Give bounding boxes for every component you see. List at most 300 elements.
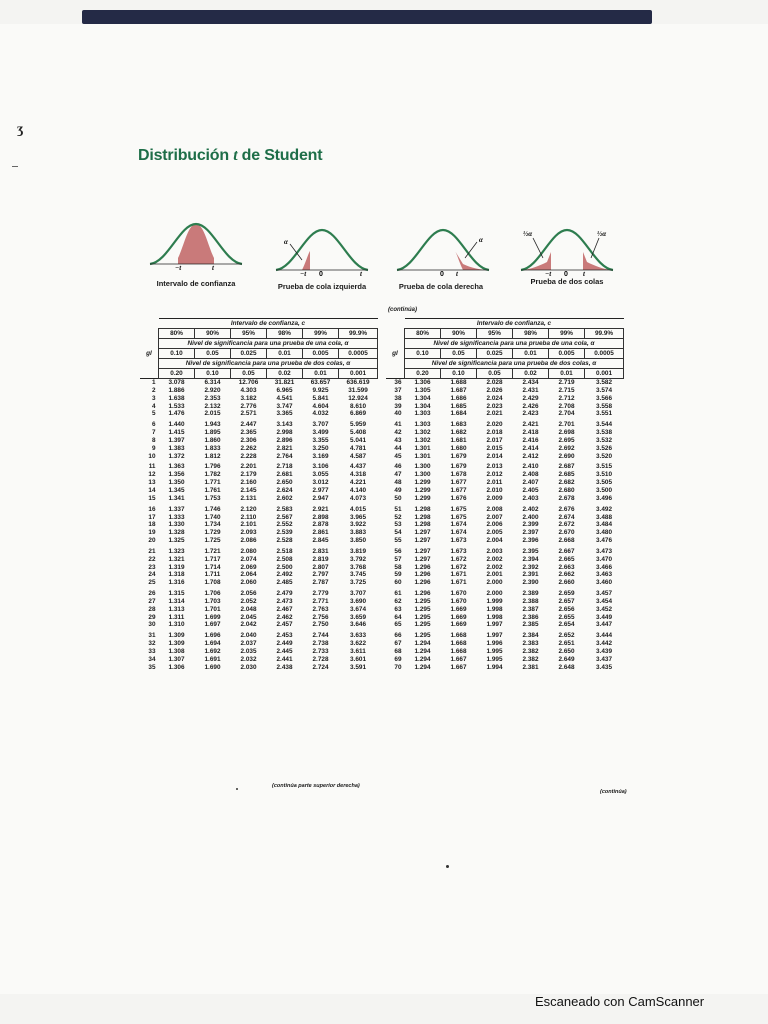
header-cell: 0.01 — [549, 369, 585, 379]
value-cell: 6.314 — [195, 379, 231, 387]
df-cell: 37 — [394, 386, 402, 394]
value-cell: 1.701 — [204, 605, 221, 613]
confidence-row — [386, 329, 624, 339]
value-cell: 2.861 — [312, 529, 329, 537]
value-cell: 2.657 — [558, 597, 575, 605]
value-cell: 12.706 — [231, 379, 267, 387]
value-cell: 1.321 — [168, 555, 185, 563]
value-cell: 1.337 — [168, 505, 185, 513]
value-cell: 1.296 — [414, 590, 431, 598]
header-cell: 0.001 — [339, 369, 378, 379]
value-cell: 1.995 — [486, 655, 503, 663]
value-cell: 3.250 — [312, 444, 329, 452]
table-row — [386, 640, 624, 648]
df-cell: 43 — [394, 436, 402, 444]
value-cell: 1.309 — [168, 640, 185, 648]
value-cell: 6.869 — [350, 410, 366, 418]
value-cell: 2.977 — [312, 486, 329, 494]
value-cell: 2.132 — [204, 402, 221, 410]
df-cell: 23 — [148, 563, 156, 571]
value-cell: 1.313 — [168, 605, 185, 613]
df-cell: 64 — [394, 613, 402, 621]
value-cell: 3.532 — [596, 436, 612, 444]
value-cell: 5.041 — [350, 436, 366, 444]
value-cell: 1.994 — [486, 663, 503, 671]
value-cell: 2.396 — [522, 537, 539, 545]
df-cell: 30 — [148, 621, 156, 629]
value-cell: 2.733 — [312, 648, 329, 655]
value-cell: 3.169 — [312, 452, 329, 460]
value-cell: 1.296 — [414, 571, 431, 579]
value-cell: 2.567 — [276, 513, 293, 521]
df-cell: 69 — [394, 655, 402, 663]
header-cell: 90% — [441, 329, 477, 339]
df-cell: 31 — [148, 632, 156, 640]
table-row — [140, 548, 378, 556]
df-cell: 67 — [394, 640, 402, 648]
header-cell: 0.10 — [195, 369, 231, 379]
value-cell: 1.672 — [450, 563, 467, 571]
value-cell: 1.350 — [168, 479, 185, 487]
value-cell: 2.048 — [240, 605, 257, 613]
value-cell: 1.761 — [204, 486, 221, 494]
value-cell: 2.045 — [240, 613, 257, 621]
header-cell: 0.01 — [513, 349, 549, 359]
value-cell: 1.675 — [450, 505, 467, 513]
value-cell: 2.682 — [558, 479, 575, 487]
df-cell: 52 — [394, 513, 402, 521]
value-cell: 1.296 — [414, 579, 431, 587]
value-cell: 6.965 — [276, 386, 293, 394]
value-cell: 2.018 — [486, 429, 503, 437]
table-row — [140, 529, 378, 537]
value-cell: 1.303 — [414, 421, 431, 429]
value-cell: 3.492 — [596, 505, 612, 513]
value-cell: 2.040 — [240, 632, 257, 640]
value-cell: 2.403 — [522, 494, 539, 502]
two-tail-title: Nivel de significancia para una prueba de dos colas, α — [405, 359, 624, 369]
value-cell: 2.410 — [522, 463, 539, 471]
curve-label: t — [360, 270, 362, 276]
value-cell: 2.787 — [312, 579, 329, 587]
table-row — [140, 410, 378, 418]
value-cell: 2.453 — [276, 632, 293, 640]
value-cell: 2.110 — [240, 513, 257, 521]
value-cell: 2.667 — [558, 547, 575, 555]
value-cell: 1.706 — [204, 590, 221, 598]
value-cell: 1.740 — [204, 513, 221, 521]
value-cell: 1.679 — [450, 463, 467, 471]
value-cell: 2.060 — [240, 579, 257, 587]
interval-title-row — [386, 319, 624, 329]
value-cell: 1.311 — [168, 613, 185, 621]
page-title: Distribución t de Student — [138, 147, 323, 164]
df-cell: 47 — [394, 471, 402, 479]
value-cell: 1.668 — [450, 632, 467, 640]
value-cell: 2.000 — [486, 590, 503, 598]
table-row — [140, 614, 378, 622]
value-cell: 1.670 — [450, 597, 467, 605]
value-cell: 2.656 — [558, 605, 575, 613]
value-cell: 2.056 — [240, 590, 257, 598]
value-cell: 1.684 — [450, 410, 467, 418]
value-cell: 2.391 — [522, 571, 539, 579]
value-cell: 3.520 — [596, 452, 612, 460]
value-cell: 3.510 — [596, 471, 612, 479]
df-header: gl — [146, 350, 152, 357]
right-tail-curve — [393, 218, 493, 276]
value-cell: 2.382 — [522, 655, 539, 663]
value-cell: 2.416 — [522, 436, 539, 444]
value-cell: 1.703 — [204, 597, 221, 605]
left-table-wrap — [140, 318, 378, 672]
two-tail-title-row — [140, 359, 378, 369]
table-row — [386, 506, 624, 514]
curve-label: −t — [300, 270, 307, 276]
df-cell: 29 — [148, 613, 156, 621]
value-cell: 2.429 — [522, 394, 539, 402]
df-cell: 36 — [386, 379, 405, 387]
value-cell: 2.447 — [240, 421, 257, 429]
value-cell: 2.764 — [276, 452, 293, 460]
value-cell: 1.306 — [405, 379, 441, 387]
value-cell: 2.738 — [312, 640, 329, 648]
value-cell: 2.020 — [486, 421, 503, 429]
value-cell: 3.444 — [596, 632, 612, 640]
table-row — [140, 379, 378, 387]
header-cell: 98% — [267, 329, 303, 339]
value-cell: 2.485 — [276, 579, 293, 587]
value-cell: 2.467 — [276, 605, 293, 613]
df-cell: 25 — [148, 579, 156, 587]
value-cell: 1.677 — [450, 486, 467, 494]
value-cell: 1.638 — [168, 394, 185, 402]
value-cell: 1.680 — [450, 444, 467, 452]
one-tail-title-row — [140, 339, 378, 349]
value-cell: 3.466 — [596, 563, 612, 571]
value-cell: 2.381 — [522, 663, 539, 671]
value-cell: 2.037 — [240, 640, 257, 648]
value-cell: 1.679 — [450, 452, 467, 460]
curve-caption: Prueba de cola derecha — [398, 282, 484, 291]
header-cell: 0.10 — [441, 369, 477, 379]
value-cell: 2.386 — [522, 613, 539, 621]
table-row — [140, 664, 378, 672]
value-cell: 2.449 — [276, 640, 293, 648]
value-cell: 1.315 — [168, 590, 185, 598]
header-cell: 0.0005 — [339, 349, 378, 359]
value-cell: 3.707 — [350, 590, 366, 598]
value-cell: 2.445 — [276, 648, 293, 655]
value-cell: 2.013 — [486, 463, 503, 471]
header-cell: 99.9% — [339, 329, 378, 339]
value-cell: 1.681 — [450, 436, 467, 444]
df-cell: 18 — [148, 521, 156, 529]
value-cell: 2.120 — [240, 505, 257, 513]
table-row — [386, 606, 624, 614]
value-cell: 2.201 — [240, 463, 257, 471]
table-row — [140, 453, 378, 461]
value-cell: 2.650 — [558, 648, 575, 655]
value-cell: 3.690 — [350, 597, 366, 605]
value-cell: 3.499 — [312, 429, 329, 437]
table-row — [386, 648, 624, 656]
df-cell: 63 — [394, 605, 402, 613]
header-cell: 90% — [195, 329, 231, 339]
curve-label: t — [456, 270, 458, 276]
value-cell: 2.086 — [240, 537, 257, 545]
value-cell: 2.878 — [312, 521, 329, 529]
value-cell: 2.385 — [522, 621, 539, 629]
value-cell: 1.294 — [414, 663, 431, 671]
value-cell: 1.310 — [168, 621, 185, 629]
value-cell: 4.587 — [350, 452, 366, 460]
value-cell: 1.333 — [168, 513, 185, 521]
value-cell: 2.672 — [558, 521, 575, 529]
value-cell: 1.682 — [450, 429, 467, 437]
df-cell: 26 — [148, 590, 156, 598]
value-cell: 1.301 — [414, 452, 431, 460]
value-cell: 1.714 — [204, 563, 221, 571]
value-cell: 2.002 — [486, 563, 503, 571]
value-cell: 1.696 — [204, 632, 221, 640]
header-cell: 0.05 — [195, 349, 231, 359]
header-cell: 95% — [231, 329, 267, 339]
value-cell: 5.959 — [350, 421, 366, 429]
df-cell: 3 — [151, 394, 156, 402]
value-cell: 2.692 — [558, 444, 575, 452]
value-cell: 12.924 — [348, 394, 368, 402]
value-cell: 3.883 — [350, 529, 366, 537]
value-cell: 2.654 — [558, 621, 575, 629]
value-cell: 1.697 — [204, 621, 221, 629]
df-cell: 17 — [148, 513, 156, 521]
value-cell: 3.439 — [596, 648, 612, 655]
value-cell: 2.179 — [240, 471, 257, 479]
value-cell: 2.414 — [522, 444, 539, 452]
value-cell: 2.400 — [522, 513, 539, 521]
value-cell: 1.301 — [414, 444, 431, 452]
continued-label: (continúa) — [388, 307, 417, 313]
table-row — [386, 437, 624, 445]
value-cell: 2.306 — [240, 436, 257, 444]
value-cell: 4.604 — [312, 402, 329, 410]
curve-caption: Prueba de cola izquierda — [277, 282, 367, 291]
value-cell: 2.390 — [522, 579, 539, 587]
df-cell: 21 — [148, 547, 156, 555]
table-row — [386, 495, 624, 503]
value-cell: 1.668 — [450, 648, 467, 655]
df-cell: 24 — [148, 571, 156, 579]
value-cell: 2.492 — [276, 571, 293, 579]
value-cell: 1.746 — [204, 505, 221, 513]
value-cell: 2.652 — [558, 632, 575, 640]
value-cell: 2.528 — [276, 537, 293, 545]
value-cell: 9.925 — [312, 386, 329, 394]
interval-title: Intervalo de confianza, c — [405, 319, 624, 329]
value-cell: 1.677 — [450, 479, 467, 487]
table-row — [140, 564, 378, 572]
value-cell: 2.695 — [558, 436, 575, 444]
table-row — [386, 471, 624, 479]
value-cell: 31.599 — [348, 386, 368, 394]
value-cell: 2.797 — [312, 571, 329, 579]
value-cell: 2.602 — [276, 494, 293, 502]
value-cell: 3.558 — [596, 402, 612, 410]
header-cell: 0.05 — [441, 349, 477, 359]
t-table-right — [386, 318, 624, 672]
value-cell: 3.611 — [350, 648, 366, 655]
value-cell: 3.435 — [596, 663, 612, 671]
value-cell: 2.392 — [522, 563, 539, 571]
header-cell: 80% — [159, 329, 195, 339]
value-cell: 2.685 — [558, 471, 575, 479]
t-table-left — [140, 318, 378, 672]
curve-label: −t — [545, 270, 552, 276]
value-cell: 2.718 — [276, 463, 293, 471]
value-cell: 1.669 — [450, 613, 467, 621]
value-cell: 2.160 — [240, 479, 257, 487]
value-cell: 2.807 — [312, 563, 329, 571]
df-cell: 33 — [148, 648, 156, 655]
value-cell: 1.683 — [450, 421, 467, 429]
header-cell: 0.10 — [159, 349, 195, 359]
value-cell: 3.566 — [596, 394, 612, 402]
table-row — [386, 571, 624, 579]
table-row — [386, 421, 624, 429]
value-cell: 2.518 — [276, 547, 293, 555]
table-row — [140, 445, 378, 453]
value-cell: 2.399 — [522, 521, 539, 529]
confidence-interval-curve — [146, 212, 246, 270]
left-tail-curve — [272, 218, 372, 276]
df-cell: 51 — [394, 505, 402, 513]
table-row — [140, 598, 378, 606]
value-cell: 3.355 — [312, 436, 329, 444]
value-cell: 3.449 — [596, 613, 612, 621]
value-cell: 2.441 — [276, 655, 293, 663]
value-cell: 2.659 — [558, 590, 575, 598]
df-cell: 5 — [151, 410, 156, 418]
value-cell: 3.792 — [350, 555, 366, 563]
table-row — [140, 487, 378, 495]
value-cell: 2.670 — [558, 529, 575, 537]
value-cell: 2.389 — [522, 590, 539, 598]
table-row — [140, 590, 378, 598]
value-cell: 2.690 — [558, 452, 575, 460]
df-cell: 70 — [394, 663, 402, 671]
table-row — [386, 632, 624, 640]
pen-dash — [12, 166, 18, 167]
value-cell: 1.996 — [486, 640, 503, 648]
header-cell: 99% — [549, 329, 585, 339]
value-cell: 1.300 — [414, 463, 431, 471]
table-row — [140, 429, 378, 437]
df-cell: 7 — [151, 429, 156, 437]
value-cell: 2.998 — [276, 429, 293, 437]
df-cell: 41 — [394, 421, 402, 429]
table-row — [140, 495, 378, 503]
value-cell: 2.407 — [522, 479, 539, 487]
df-cell: 22 — [148, 555, 156, 563]
two-tail-title: Nivel de significancia para una prueba de dos colas, α — [159, 359, 378, 369]
df-cell: 60 — [394, 579, 402, 587]
value-cell: 1.304 — [414, 394, 431, 402]
value-cell: 3.473 — [596, 547, 612, 555]
value-cell: 2.698 — [558, 429, 575, 437]
value-cell: 2.583 — [276, 505, 293, 513]
value-cell: 1.686 — [450, 394, 467, 402]
header-cell: 95% — [477, 329, 513, 339]
df-cell: 35 — [148, 663, 156, 671]
value-cell: 1.669 — [450, 621, 467, 629]
df-cell: 57 — [394, 555, 402, 563]
value-cell: 1.397 — [168, 436, 185, 444]
value-cell: 2.000 — [486, 579, 503, 587]
footer-right-note: (continúa) — [600, 789, 627, 795]
two-tail-row — [140, 369, 378, 379]
df-cell: 59 — [394, 571, 402, 579]
table-row — [386, 463, 624, 471]
value-cell: 3.365 — [276, 410, 293, 418]
value-cell: 2.552 — [276, 521, 293, 529]
value-cell: 1.303 — [414, 410, 431, 418]
value-cell: 1.415 — [168, 429, 185, 437]
value-cell: 1.298 — [414, 513, 431, 521]
value-cell: 1.294 — [414, 640, 431, 648]
header-cell: 0.025 — [477, 349, 513, 359]
value-cell: 3.747 — [276, 402, 293, 410]
value-cell: 2.042 — [240, 621, 257, 629]
value-cell: 1.667 — [450, 655, 467, 663]
value-cell: 2.676 — [558, 505, 575, 513]
value-cell: 2.763 — [312, 605, 329, 613]
value-cell: 2.719 — [549, 379, 585, 387]
value-cell: 2.014 — [486, 452, 503, 460]
value-cell: 2.024 — [486, 394, 503, 402]
value-cell: 1.721 — [204, 547, 221, 555]
value-cell: 3.470 — [596, 555, 612, 563]
value-cell: 2.093 — [240, 529, 257, 537]
value-cell: 1.294 — [414, 655, 431, 663]
df-cell: 49 — [394, 486, 402, 494]
value-cell: 2.508 — [276, 555, 293, 563]
header-cell: 0.01 — [267, 349, 303, 359]
df-cell: 39 — [394, 402, 402, 410]
value-cell: 1.678 — [450, 471, 467, 479]
value-cell: 1.688 — [441, 379, 477, 387]
value-cell: 2.365 — [240, 429, 257, 437]
value-cell: 2.896 — [276, 436, 293, 444]
value-cell: 2.009 — [486, 494, 503, 502]
table-row — [386, 445, 624, 453]
value-cell: 1.330 — [168, 521, 185, 529]
value-cell: 2.438 — [276, 663, 293, 671]
value-cell: 2.412 — [522, 452, 539, 460]
value-cell: 2.921 — [312, 505, 329, 513]
camscanner-watermark: Escaneado con CamScanner — [535, 994, 705, 1009]
value-cell: 2.831 — [312, 547, 329, 555]
df-cell: 4 — [151, 402, 156, 410]
value-cell: 1.669 — [450, 605, 467, 613]
value-cell: 3.442 — [596, 640, 612, 648]
value-cell: 1.998 — [486, 613, 503, 621]
value-cell: 3.965 — [350, 513, 366, 521]
df-header: gl — [392, 350, 398, 357]
value-cell: 2.680 — [558, 486, 575, 494]
value-cell: 3.544 — [596, 421, 612, 429]
value-cell: 5.841 — [312, 394, 329, 402]
